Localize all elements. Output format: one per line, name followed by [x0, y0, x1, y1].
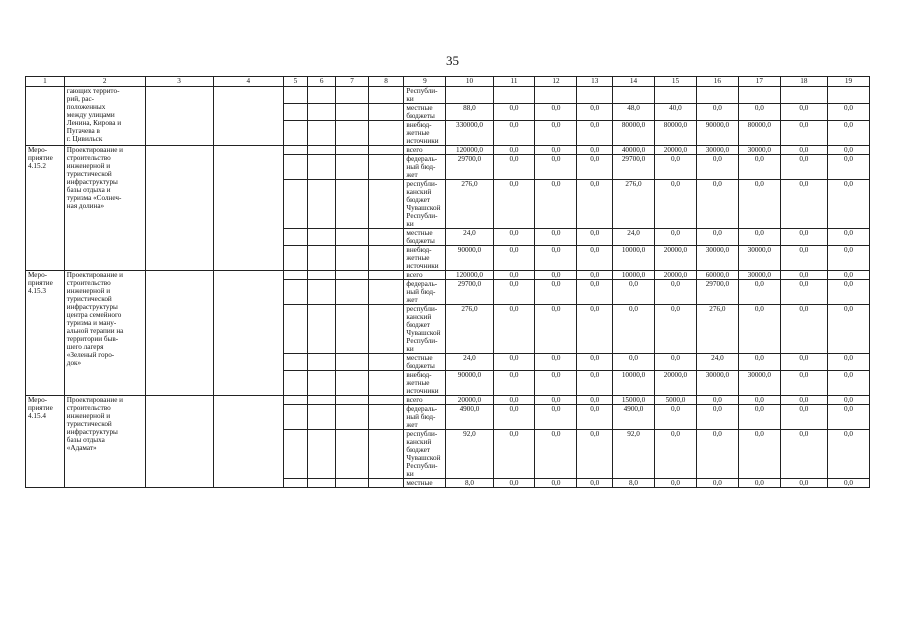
amount-cell: 0,0	[738, 430, 780, 479]
code-rz-cell	[307, 396, 335, 405]
amount-cell: 0,0	[827, 405, 869, 430]
funding-source-cell: всего	[404, 146, 446, 155]
amount-cell: 0,0	[654, 180, 696, 229]
code-grbs-cell	[283, 229, 307, 246]
amount-cell: 24,0	[696, 354, 738, 371]
amount-cell: 0,0	[493, 146, 535, 155]
amount-cell: 0,0	[577, 405, 613, 430]
table-row	[26, 146, 870, 155]
funding-source-cell: местные бюджеты	[404, 354, 446, 371]
amount-cell: 0,0	[696, 405, 738, 430]
amount-cell: 90000,0	[446, 246, 493, 271]
amount-cell: 40000,0	[613, 146, 655, 155]
amount-cell: 0,0	[738, 155, 780, 180]
column-number-header: 1	[26, 77, 65, 87]
amount-cell: 0,0	[535, 430, 577, 479]
amount-cell: 0,0	[780, 180, 827, 229]
amount-cell: 30000,0	[696, 246, 738, 271]
amount-cell: 0,0	[738, 305, 780, 354]
funding-source-cell: местные бюджеты	[404, 229, 446, 246]
code-grbs-cell	[283, 271, 307, 280]
amount-cell: 0,0	[696, 396, 738, 405]
code-csr-cell	[336, 396, 369, 405]
funding-source-cell: внебюд- жетные источники	[404, 121, 446, 146]
code-grbs-cell	[283, 371, 307, 396]
code-csr-cell	[336, 371, 369, 396]
amount-cell: 92,0	[613, 430, 655, 479]
amount-cell: 5000,0	[654, 396, 696, 405]
amount-cell: 0,0	[493, 479, 535, 488]
code-vr-cell	[368, 155, 404, 180]
amount-cell: 0,0	[493, 354, 535, 371]
code-grbs-cell	[283, 479, 307, 488]
column-number-header: 12	[535, 77, 577, 87]
column-number-header: 7	[336, 77, 369, 87]
amount-cell: 20000,0	[654, 371, 696, 396]
code-vr-cell	[368, 180, 404, 229]
column-number-header: 5	[283, 77, 307, 87]
amount-cell	[613, 87, 655, 104]
column-number-header: 9	[404, 77, 446, 87]
amount-cell	[738, 87, 780, 104]
amount-cell: 0,0	[493, 305, 535, 354]
amount-cell: 10000,0	[613, 271, 655, 280]
responsible-cell	[145, 87, 213, 146]
amount-cell	[827, 87, 869, 104]
code-csr-cell	[336, 180, 369, 229]
amount-cell: 0,0	[780, 430, 827, 479]
column-number-row	[26, 77, 870, 87]
amount-cell: 0,0	[535, 121, 577, 146]
amount-cell: 276,0	[696, 305, 738, 354]
participant-cell	[213, 271, 283, 396]
amount-cell	[780, 87, 827, 104]
amount-cell	[654, 87, 696, 104]
code-csr-cell	[336, 405, 369, 430]
amount-cell: 0,0	[827, 246, 869, 271]
code-vr-cell	[368, 430, 404, 479]
funding-source-cell: внебюд- жетные источники	[404, 246, 446, 271]
amount-cell	[493, 87, 535, 104]
code-vr-cell	[368, 396, 404, 405]
amount-cell: 10000,0	[613, 246, 655, 271]
measure-id-cell: Меро- приятие 4.15.4	[26, 396, 65, 488]
amount-cell: 0,0	[493, 396, 535, 405]
amount-cell: 0,0	[577, 246, 613, 271]
amount-cell: 0,0	[493, 246, 535, 271]
code-grbs-cell	[283, 121, 307, 146]
amount-cell: 0,0	[780, 405, 827, 430]
code-vr-cell	[368, 229, 404, 246]
code-grbs-cell	[283, 180, 307, 229]
amount-cell: 0,0	[535, 180, 577, 229]
amount-cell: 0,0	[535, 246, 577, 271]
measure-id-cell	[26, 87, 65, 146]
code-rz-cell	[307, 354, 335, 371]
amount-cell: 0,0	[827, 155, 869, 180]
amount-cell: 0,0	[535, 280, 577, 305]
code-grbs-cell	[283, 87, 307, 104]
responsible-cell	[145, 396, 213, 488]
code-rz-cell	[307, 146, 335, 155]
amount-cell: 0,0	[780, 121, 827, 146]
amount-cell: 30000,0	[738, 271, 780, 280]
amount-cell: 0,0	[827, 121, 869, 146]
funding-source-cell: федераль- ный бюд- жет	[404, 405, 446, 430]
funding-source-cell: Республи- ки	[404, 87, 446, 104]
amount-cell: 0,0	[780, 371, 827, 396]
measure-name-cell: гающих террито- рий, рас- положенных между улицами Ленина, Кирова и Пугачева в г. Цивильск	[64, 87, 145, 146]
amount-cell: 0,0	[654, 479, 696, 488]
amount-cell: 0,0	[613, 354, 655, 371]
amount-cell: 0,0	[654, 405, 696, 430]
code-vr-cell	[368, 371, 404, 396]
amount-cell: 20000,0	[654, 246, 696, 271]
amount-cell: 0,0	[577, 146, 613, 155]
amount-cell: 0,0	[780, 229, 827, 246]
measure-id-cell: Меро- приятие 4.15.2	[26, 146, 65, 271]
code-vr-cell	[368, 146, 404, 155]
amount-cell: 48,0	[613, 104, 655, 121]
amount-cell: 80000,0	[738, 121, 780, 146]
amount-cell: 4900,0	[446, 405, 493, 430]
code-vr-cell	[368, 354, 404, 371]
amount-cell: 15000,0	[613, 396, 655, 405]
amount-cell: 88,0	[446, 104, 493, 121]
table-row	[26, 271, 870, 280]
table-body	[26, 87, 870, 488]
code-csr-cell	[336, 155, 369, 180]
amount-cell: 29700,0	[446, 155, 493, 180]
amount-cell: 0,0	[493, 271, 535, 280]
code-grbs-cell	[283, 104, 307, 121]
funding-source-cell: всего	[404, 396, 446, 405]
amount-cell: 0,0	[535, 371, 577, 396]
amount-cell: 0,0	[577, 280, 613, 305]
measure-name-cell: Проектирование и строительство инженерной и туристической инфраструктуры центра семейного туризма и ману- альной терапии на территории быв- шего лагеря «Зеленый горо- док»	[64, 271, 145, 396]
amount-cell: 0,0	[535, 396, 577, 405]
code-csr-cell	[336, 479, 369, 488]
amount-cell: 0,0	[827, 280, 869, 305]
amount-cell	[696, 87, 738, 104]
column-number-header: 17	[738, 77, 780, 87]
amount-cell: 0,0	[827, 104, 869, 121]
page-number: 35	[446, 53, 459, 68]
amount-cell: 24,0	[446, 229, 493, 246]
amount-cell: 20000,0	[446, 396, 493, 405]
code-grbs-cell	[283, 354, 307, 371]
amount-cell: 0,0	[493, 121, 535, 146]
code-grbs-cell	[283, 405, 307, 430]
amount-cell: 40,0	[654, 104, 696, 121]
amount-cell: 0,0	[493, 229, 535, 246]
amount-cell: 0,0	[827, 146, 869, 155]
amount-cell: 0,0	[577, 371, 613, 396]
measure-name-cell: Проектирование и строительство инженерной и туристической инфраструктуры базы отдыха «Адамат»	[64, 396, 145, 488]
column-number-header: 16	[696, 77, 738, 87]
code-csr-cell	[336, 87, 369, 104]
code-rz-cell	[307, 371, 335, 396]
table-row	[26, 87, 870, 104]
code-csr-cell	[336, 305, 369, 354]
code-csr-cell	[336, 280, 369, 305]
code-rz-cell	[307, 305, 335, 354]
amount-cell: 0,0	[827, 354, 869, 371]
amount-cell: 0,0	[613, 305, 655, 354]
amount-cell: 20000,0	[654, 271, 696, 280]
amount-cell: 0,0	[738, 396, 780, 405]
funding-source-cell: внебюд- жетные источники	[404, 371, 446, 396]
amount-cell: 90000,0	[446, 371, 493, 396]
amount-cell: 92,0	[446, 430, 493, 479]
code-grbs-cell	[283, 396, 307, 405]
amount-cell: 0,0	[654, 280, 696, 305]
amount-cell: 120000,0	[446, 146, 493, 155]
amount-cell: 29700,0	[446, 280, 493, 305]
amount-cell: 0,0	[577, 354, 613, 371]
amount-cell: 0,0	[827, 479, 869, 488]
participant-cell	[213, 396, 283, 488]
code-rz-cell	[307, 280, 335, 305]
amount-cell: 0,0	[493, 430, 535, 479]
measure-name-cell: Проектирование и строительство инженерной и туристической инфраструктуры базы отдыха и туризма «Солнеч- ная долина»	[64, 146, 145, 271]
amount-cell: 80000,0	[654, 121, 696, 146]
amount-cell: 0,0	[535, 104, 577, 121]
code-csr-cell	[336, 104, 369, 121]
amount-cell: 0,0	[493, 405, 535, 430]
funding-source-cell: местные	[404, 479, 446, 488]
code-rz-cell	[307, 430, 335, 479]
amount-cell	[535, 87, 577, 104]
amount-cell: 0,0	[493, 180, 535, 229]
amount-cell: 0,0	[654, 155, 696, 180]
code-grbs-cell	[283, 155, 307, 180]
column-number-header: 6	[307, 77, 335, 87]
amount-cell	[577, 87, 613, 104]
column-number-header: 13	[577, 77, 613, 87]
code-rz-cell	[307, 121, 335, 146]
column-number-header: 11	[493, 77, 535, 87]
code-rz-cell	[307, 104, 335, 121]
amount-cell: 0,0	[738, 280, 780, 305]
amount-cell: 8,0	[613, 479, 655, 488]
code-grbs-cell	[283, 246, 307, 271]
column-number-header: 10	[446, 77, 493, 87]
code-csr-cell	[336, 229, 369, 246]
code-rz-cell	[307, 405, 335, 430]
code-vr-cell	[368, 305, 404, 354]
amount-cell: 0,0	[827, 396, 869, 405]
participant-cell	[213, 87, 283, 146]
amount-cell: 24,0	[446, 354, 493, 371]
amount-cell: 276,0	[613, 180, 655, 229]
code-csr-cell	[336, 246, 369, 271]
amount-cell: 0,0	[696, 155, 738, 180]
code-rz-cell	[307, 479, 335, 488]
code-csr-cell	[336, 146, 369, 155]
funding-source-cell: федераль- ный бюд- жет	[404, 280, 446, 305]
amount-cell: 0,0	[780, 155, 827, 180]
amount-cell: 4900,0	[613, 405, 655, 430]
code-vr-cell	[368, 104, 404, 121]
amount-cell: 0,0	[577, 180, 613, 229]
code-rz-cell	[307, 155, 335, 180]
amount-cell: 0,0	[780, 305, 827, 354]
table-row	[26, 396, 870, 405]
column-number-header: 19	[827, 77, 869, 87]
code-rz-cell	[307, 87, 335, 104]
amount-cell: 0,0	[493, 280, 535, 305]
funding-source-cell: местные бюджеты	[404, 104, 446, 121]
code-vr-cell	[368, 271, 404, 280]
amount-cell: 0,0	[654, 430, 696, 479]
amount-cell: 0,0	[535, 155, 577, 180]
amount-cell: 0,0	[827, 305, 869, 354]
amount-cell: 0,0	[738, 229, 780, 246]
code-grbs-cell	[283, 430, 307, 479]
amount-cell: 0,0	[493, 371, 535, 396]
amount-cell: 0,0	[738, 405, 780, 430]
amount-cell: 0,0	[780, 479, 827, 488]
amount-cell: 0,0	[780, 354, 827, 371]
amount-cell: 0,0	[780, 271, 827, 280]
amount-cell: 20000,0	[654, 146, 696, 155]
amount-cell: 0,0	[577, 271, 613, 280]
amount-cell: 120000,0	[446, 271, 493, 280]
amount-cell: 0,0	[577, 305, 613, 354]
funding-source-cell: республи- канский бюджет Чувашской Республи- ки	[404, 430, 446, 479]
code-vr-cell	[368, 280, 404, 305]
amount-cell: 0,0	[696, 479, 738, 488]
code-csr-cell	[336, 121, 369, 146]
amount-cell: 0,0	[696, 104, 738, 121]
funding-source-cell: всего	[404, 271, 446, 280]
responsible-cell	[145, 146, 213, 271]
amount-cell: 330000,0	[446, 121, 493, 146]
amount-cell: 0,0	[535, 271, 577, 280]
amount-cell: 0,0	[827, 430, 869, 479]
column-number-header: 4	[213, 77, 283, 87]
code-csr-cell	[336, 354, 369, 371]
amount-cell: 0,0	[827, 229, 869, 246]
amount-cell: 0,0	[577, 104, 613, 121]
amount-cell: 30000,0	[738, 246, 780, 271]
amount-cell: 0,0	[577, 479, 613, 488]
amount-cell: 0,0	[696, 229, 738, 246]
amount-cell: 0,0	[577, 121, 613, 146]
funding-source-cell: республи- канский бюджет Чувашской Республи- ки	[404, 305, 446, 354]
amount-cell: 0,0	[827, 271, 869, 280]
amount-cell: 0,0	[696, 180, 738, 229]
column-number-header: 8	[368, 77, 404, 87]
amount-cell: 0,0	[780, 280, 827, 305]
column-number-header: 3	[145, 77, 213, 87]
budget-table	[25, 76, 870, 488]
amount-cell: 0,0	[780, 246, 827, 271]
amount-cell: 276,0	[446, 305, 493, 354]
code-grbs-cell	[283, 280, 307, 305]
measure-id-cell: Меро- приятие 4.15.3	[26, 271, 65, 396]
amount-cell	[446, 87, 493, 104]
code-vr-cell	[368, 405, 404, 430]
amount-cell: 8,0	[446, 479, 493, 488]
code-rz-cell	[307, 229, 335, 246]
amount-cell: 0,0	[535, 405, 577, 430]
amount-cell: 0,0	[613, 280, 655, 305]
column-number-header: 2	[64, 77, 145, 87]
code-rz-cell	[307, 246, 335, 271]
amount-cell: 0,0	[654, 229, 696, 246]
amount-cell: 0,0	[738, 104, 780, 121]
amount-cell: 0,0	[827, 180, 869, 229]
amount-cell: 0,0	[780, 396, 827, 405]
amount-cell: 0,0	[696, 430, 738, 479]
amount-cell: 90000,0	[696, 121, 738, 146]
amount-cell: 80000,0	[613, 121, 655, 146]
amount-cell: 0,0	[493, 104, 535, 121]
amount-cell: 0,0	[780, 146, 827, 155]
amount-cell: 0,0	[577, 430, 613, 479]
amount-cell: 0,0	[827, 371, 869, 396]
amount-cell: 0,0	[493, 155, 535, 180]
amount-cell: 276,0	[446, 180, 493, 229]
amount-cell: 29700,0	[696, 280, 738, 305]
amount-cell: 0,0	[780, 104, 827, 121]
amount-cell: 0,0	[738, 479, 780, 488]
amount-cell: 0,0	[738, 180, 780, 229]
amount-cell: 24,0	[613, 229, 655, 246]
code-grbs-cell	[283, 146, 307, 155]
funding-source-cell: федераль- ный бюд- жет	[404, 155, 446, 180]
amount-cell: 0,0	[535, 354, 577, 371]
amount-cell: 30000,0	[696, 371, 738, 396]
amount-cell: 29700,0	[613, 155, 655, 180]
amount-cell: 0,0	[577, 155, 613, 180]
code-vr-cell	[368, 121, 404, 146]
column-number-header: 18	[780, 77, 827, 87]
code-vr-cell	[368, 479, 404, 488]
amount-cell: 60000,0	[696, 271, 738, 280]
code-vr-cell	[368, 87, 404, 104]
participant-cell	[213, 146, 283, 271]
amount-cell: 0,0	[535, 146, 577, 155]
amount-cell: 30000,0	[738, 371, 780, 396]
amount-cell: 10000,0	[613, 371, 655, 396]
responsible-cell	[145, 271, 213, 396]
code-rz-cell	[307, 180, 335, 229]
amount-cell: 30000,0	[696, 146, 738, 155]
funding-source-cell: республи- канский бюджет Чувашской Республи- ки	[404, 180, 446, 229]
amount-cell: 0,0	[535, 305, 577, 354]
code-vr-cell	[368, 246, 404, 271]
amount-cell: 0,0	[577, 229, 613, 246]
amount-cell: 0,0	[738, 354, 780, 371]
column-number-header: 14	[613, 77, 655, 87]
amount-cell: 0,0	[535, 479, 577, 488]
amount-cell: 0,0	[535, 229, 577, 246]
amount-cell: 0,0	[654, 354, 696, 371]
column-number-header: 15	[654, 77, 696, 87]
amount-cell: 0,0	[654, 305, 696, 354]
amount-cell: 0,0	[577, 396, 613, 405]
amount-cell: 30000,0	[738, 146, 780, 155]
code-grbs-cell	[283, 305, 307, 354]
code-csr-cell	[336, 271, 369, 280]
code-csr-cell	[336, 430, 369, 479]
code-rz-cell	[307, 271, 335, 280]
